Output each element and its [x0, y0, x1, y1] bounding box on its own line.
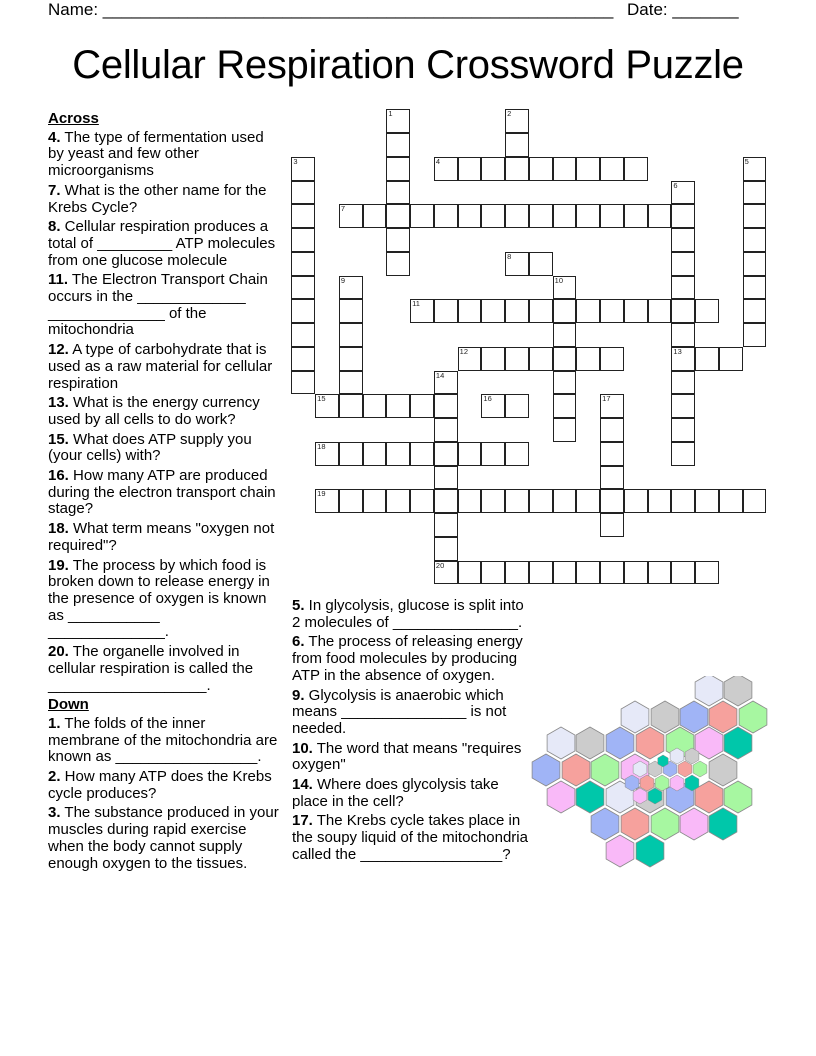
clue-item — [48, 272, 280, 339]
crossword-cell[interactable] — [363, 489, 387, 513]
crossword-cell[interactable] — [458, 489, 482, 513]
crossword-cell[interactable] — [576, 299, 600, 323]
clue-text: How many ATP does the Krebs cycle produces? — [48, 768, 272, 802]
crossword-cell[interactable] — [363, 442, 387, 466]
clue-number: 20. — [48, 643, 69, 661]
crossword-cell[interactable] — [339, 347, 363, 371]
crossword-cell[interactable] — [695, 347, 719, 371]
clue-item — [48, 558, 280, 642]
crossword-cell[interactable] — [600, 489, 624, 513]
crossword-cell[interactable] — [458, 204, 482, 228]
crossword-cell[interactable] — [386, 228, 410, 252]
hexagon-tile — [621, 701, 649, 733]
clue-text: What is the other name for the Krebs Cycle? — [48, 181, 267, 216]
crossword-cell[interactable] — [529, 252, 553, 276]
date-field-label: Date: _______ — [627, 0, 739, 19]
clue-item — [48, 644, 280, 694]
crossword-cell[interactable] — [600, 299, 624, 323]
clue-number: 2. — [48, 768, 61, 786]
crossword-cell[interactable] — [743, 157, 767, 181]
crossword-cell[interactable] — [671, 489, 695, 513]
crossword-cell[interactable] — [386, 181, 410, 205]
hexagon-tile — [591, 754, 619, 786]
crossword-cell[interactable] — [505, 489, 529, 513]
crossword-cell[interactable] — [458, 157, 482, 181]
crossword-cell[interactable] — [529, 561, 553, 585]
crossword-cell[interactable] — [743, 252, 767, 276]
crossword-cell[interactable] — [671, 204, 695, 228]
crossword-cell[interactable] — [743, 181, 767, 205]
clue-item — [48, 342, 280, 392]
clue-number: 14. — [292, 776, 313, 794]
crossword-cell[interactable] — [743, 299, 767, 323]
crossword-cell[interactable] — [505, 252, 529, 276]
crossword-cell[interactable] — [529, 347, 553, 371]
crossword-cell[interactable] — [315, 394, 339, 418]
down-clue-list — [48, 716, 280, 872]
crossword-cell[interactable] — [576, 489, 600, 513]
crossword-cell[interactable] — [339, 323, 363, 347]
crossword-cell[interactable] — [363, 204, 387, 228]
cell-number: 18 — [317, 441, 326, 451]
crossword-cell[interactable] — [600, 466, 624, 490]
crossword-cell[interactable] — [458, 442, 482, 466]
clues-column-right — [292, 598, 530, 867]
crossword-cell[interactable] — [648, 561, 672, 585]
crossword-cell[interactable] — [529, 157, 553, 181]
crossword-cell[interactable] — [529, 204, 553, 228]
across-heading: Across — [48, 110, 99, 127]
crossword-cell[interactable] — [553, 394, 577, 418]
crossword-cell[interactable] — [291, 276, 315, 300]
crossword-cell[interactable] — [505, 109, 529, 133]
cell-number: 10 — [554, 275, 563, 285]
cell-number: 13 — [673, 346, 682, 356]
clue-item — [48, 521, 280, 554]
crossword-cell[interactable] — [291, 252, 315, 276]
crossword-cell[interactable] — [410, 394, 434, 418]
clue-item — [48, 183, 280, 216]
cell-number: 11 — [412, 299, 420, 309]
crossword-cell[interactable] — [671, 323, 695, 347]
clue-number: 12. — [48, 341, 69, 359]
clue-text: Cellular respiration produces a total of _________ ATP molecules from one glucose molecule — [48, 218, 276, 269]
clue-item — [292, 813, 530, 863]
clue-number: 19. — [48, 556, 69, 574]
cell-number: 6 — [673, 180, 678, 190]
cell-number: 3 — [293, 156, 298, 166]
crossword-cell[interactable] — [434, 513, 458, 537]
crossword-cell[interactable] — [386, 489, 410, 513]
clue-text: A type of carbohydrate that is used as a raw material for cellular respiration — [48, 341, 273, 392]
crossword-cell[interactable] — [339, 276, 363, 300]
crossword-cell[interactable] — [386, 109, 410, 133]
crossword-cell[interactable] — [600, 442, 624, 466]
cell-number: 7 — [340, 204, 346, 214]
hexagon-mosaic-decoration — [528, 676, 778, 876]
hexagon-tile — [709, 701, 737, 733]
crossword-cell[interactable] — [743, 228, 767, 252]
crossword-cell[interactable] — [671, 181, 695, 205]
clue-item — [48, 468, 280, 518]
hexagon-tile — [636, 835, 664, 867]
crossword-cell[interactable] — [553, 299, 577, 323]
crossword-cell[interactable] — [648, 204, 672, 228]
crossword-cell[interactable] — [553, 157, 577, 181]
clue-text: What term means "oxygen not required"? — [48, 520, 275, 554]
crossword-cell[interactable] — [291, 371, 315, 395]
crossword-cell[interactable] — [505, 442, 529, 466]
crossword-cell[interactable] — [648, 489, 672, 513]
clue-number: 16. — [48, 467, 69, 485]
clue-item — [48, 130, 280, 180]
clue-number: 17. — [292, 812, 313, 830]
crossword-cell[interactable] — [291, 323, 315, 347]
clue-text: What does ATP supply you (your cells) with? — [48, 430, 252, 465]
clue-text: The folds of the inner membrane of the mitochondria are known as _________________. — [48, 714, 278, 766]
clue-text: How many ATP are produced during the electron transport chain stage? — [48, 467, 276, 518]
clue-item — [48, 219, 280, 269]
crossword-cell[interactable] — [624, 299, 648, 323]
cell-number: 2 — [507, 109, 512, 119]
crossword-cell[interactable] — [743, 204, 767, 228]
hexagon-tile — [576, 781, 604, 813]
cell-number: 12 — [459, 346, 468, 356]
crossword-cell[interactable] — [481, 204, 505, 228]
crossword-cell[interactable] — [505, 133, 529, 157]
crossword-cell[interactable] — [600, 561, 624, 585]
crossword-cell[interactable] — [671, 442, 695, 466]
crossword-cell[interactable] — [529, 489, 553, 513]
clue-text: The Electron Transport Chain occurs in the _____________ ______________ of the mitochondria — [48, 271, 268, 339]
crossword-cell[interactable] — [671, 276, 695, 300]
crossword-cell[interactable] — [505, 394, 529, 418]
crossword-cell[interactable] — [576, 204, 600, 228]
crossword-cell[interactable] — [648, 299, 672, 323]
crossword-cell[interactable] — [481, 442, 505, 466]
clue-number: 7. — [48, 181, 61, 199]
crossword-cell[interactable] — [434, 442, 458, 466]
crossword-cell[interactable] — [576, 157, 600, 181]
clue-item — [292, 598, 530, 631]
clue-text: The Krebs cycle takes place in the soupy liquid of the mitochondria called the _________________? — [292, 812, 528, 863]
cell-number: 15 — [317, 394, 326, 404]
clue-item — [48, 769, 280, 802]
crossword-cell[interactable] — [315, 442, 339, 466]
hexagon-tile — [680, 701, 708, 733]
crossword-cell[interactable] — [410, 442, 434, 466]
hexagon-tile — [651, 808, 679, 840]
crossword-cell[interactable] — [339, 394, 363, 418]
hexagon-tile — [693, 761, 707, 777]
crossword-cell[interactable] — [624, 157, 648, 181]
hexagon-tile — [709, 808, 737, 840]
clue-item — [48, 432, 280, 465]
hexagon-tile — [562, 754, 590, 786]
crossword-cell[interactable] — [600, 418, 624, 442]
crossword-cell[interactable] — [671, 299, 695, 323]
cell-number: 4 — [435, 156, 441, 166]
crossword-cell[interactable] — [576, 561, 600, 585]
crossword-cell[interactable] — [386, 252, 410, 276]
clue-number: 9. — [292, 686, 305, 704]
crossword-cell[interactable] — [291, 157, 315, 181]
crossword-grid — [292, 110, 768, 585]
crossword-cell[interactable] — [481, 561, 505, 585]
cell-number: 8 — [507, 251, 512, 261]
cell-number: 20 — [435, 560, 445, 570]
cell-number: 9 — [340, 275, 346, 285]
crossword-cell[interactable] — [434, 371, 458, 395]
clue-text: The organelle involved in cellular respiration is called the ___________________. — [48, 643, 254, 694]
crossword-cell[interactable] — [743, 276, 767, 300]
crossword-cell[interactable] — [410, 299, 434, 323]
clue-text: Where does glycolysis take place in the cell? — [292, 776, 499, 810]
crossword-cell[interactable] — [600, 347, 624, 371]
crossword-cell[interactable] — [434, 489, 458, 513]
clue-number: 3. — [48, 804, 61, 822]
clues-column-left — [48, 111, 280, 875]
crossword-cell[interactable] — [553, 418, 577, 442]
clue-item — [292, 741, 530, 774]
hexagon-tile — [695, 676, 723, 706]
crossword-cell[interactable] — [553, 276, 577, 300]
crossword-cell[interactable] — [291, 299, 315, 323]
cell-number: 14 — [435, 370, 445, 380]
hexagon-tile — [739, 701, 767, 733]
down-clue-list-continued — [292, 598, 530, 864]
crossword-cell[interactable] — [671, 252, 695, 276]
crossword-cell[interactable] — [386, 442, 410, 466]
hexagon-tile — [709, 754, 737, 786]
crossword-cell[interactable] — [553, 371, 577, 395]
crossword-cell[interactable] — [291, 204, 315, 228]
cell-number: 17 — [602, 394, 611, 404]
hexagon-tile — [621, 808, 649, 840]
hexagon-tile — [724, 781, 752, 813]
crossword-cell[interactable] — [291, 181, 315, 205]
cell-number: 5 — [744, 156, 749, 166]
name-field-label: Name: ______________________________________________________ — [48, 0, 614, 19]
crossword-cell[interactable] — [363, 394, 387, 418]
clue-text: The type of fermentation used by yeast and few other microorganisms — [48, 128, 264, 180]
crossword-cell[interactable] — [339, 299, 363, 323]
crossword-cell[interactable] — [505, 561, 529, 585]
crossword-cell[interactable] — [505, 347, 529, 371]
crossword-cell[interactable] — [315, 489, 339, 513]
crossword-cell[interactable] — [434, 394, 458, 418]
crossword-cell[interactable] — [434, 466, 458, 490]
crossword-cell[interactable] — [624, 489, 648, 513]
crossword-cell[interactable] — [529, 299, 553, 323]
crossword-cell[interactable] — [339, 442, 363, 466]
clue-text: The word that means "requires oxygen" — [292, 739, 522, 774]
crossword-cell[interactable] — [600, 394, 624, 418]
crossword-cell[interactable] — [434, 561, 458, 585]
clue-number: 10. — [292, 739, 313, 757]
crossword-cell[interactable] — [434, 299, 458, 323]
crossword-cell[interactable] — [505, 204, 529, 228]
crossword-cell[interactable] — [339, 371, 363, 395]
clue-number: 6. — [292, 633, 305, 651]
cell-number: 1 — [388, 109, 393, 119]
crossword-cell[interactable] — [671, 347, 695, 371]
hexagon-tile — [576, 727, 604, 759]
cell-number: 19 — [317, 489, 326, 499]
hexagon-tile — [591, 808, 619, 840]
crossword-cell[interactable] — [291, 347, 315, 371]
clue-text: The process by which food is broken down to release energy in the presence of oxygen is known as ___________ ______________. — [48, 556, 270, 641]
crossword-cell[interactable] — [505, 157, 529, 181]
crossword-cell[interactable] — [386, 157, 410, 181]
crossword-cell[interactable] — [434, 418, 458, 442]
clue-item — [292, 688, 530, 738]
crossword-cell[interactable] — [481, 347, 505, 371]
crossword-cell[interactable] — [481, 157, 505, 181]
crossword-cell[interactable] — [505, 299, 529, 323]
hexagon-tile — [695, 727, 723, 759]
clue-number: 5. — [292, 597, 305, 614]
crossword-cell[interactable] — [553, 347, 577, 371]
crossword-cell[interactable] — [719, 347, 743, 371]
crossword-cell[interactable] — [600, 157, 624, 181]
crossword-cell[interactable] — [553, 204, 577, 228]
crossword-cell[interactable] — [553, 489, 577, 513]
crossword-cell[interactable] — [743, 323, 767, 347]
clue-number: 8. — [48, 218, 61, 236]
cell-number: 16 — [483, 394, 492, 404]
crossword-cell[interactable] — [481, 299, 505, 323]
crossword-cell[interactable] — [339, 489, 363, 513]
crossword-cell[interactable] — [671, 561, 695, 585]
clue-item — [48, 805, 280, 872]
crossword-cell[interactable] — [553, 323, 577, 347]
crossword-cell[interactable] — [719, 489, 743, 513]
crossword-cell[interactable] — [671, 418, 695, 442]
hexagon-tile — [532, 754, 560, 786]
crossword-cell[interactable] — [386, 133, 410, 157]
crossword-cell[interactable] — [671, 394, 695, 418]
crossword-cell[interactable] — [671, 371, 695, 395]
hexagon-tile — [636, 727, 664, 759]
crossword-cell[interactable] — [695, 561, 719, 585]
crossword-cell[interactable] — [291, 228, 315, 252]
crossword-cell[interactable] — [600, 204, 624, 228]
crossword-cell[interactable] — [481, 489, 505, 513]
clue-text: What is the energy currency used by all cells to do work? — [48, 394, 260, 428]
clue-item — [292, 777, 530, 810]
clue-text: In glycolysis, glucose is split into 2 molecules of _______________. — [292, 597, 524, 631]
clue-text: The substance produced in your muscles during rapid exercise when the body cannot supply enough oxygen to the tissues. — [48, 804, 279, 872]
hexagon-tile — [606, 835, 634, 867]
crossword-cell[interactable] — [624, 561, 648, 585]
crossword-cell[interactable] — [624, 204, 648, 228]
clue-item — [48, 716, 280, 766]
crossword-cell[interactable] — [434, 537, 458, 561]
crossword-cell[interactable] — [339, 204, 363, 228]
clue-item — [48, 395, 280, 428]
hexagon-tile — [678, 761, 692, 777]
clue-text: Glycolysis is anaerobic which means _______________ is not needed. — [292, 686, 507, 737]
crossword-cell[interactable] — [386, 204, 410, 228]
crossword-cell[interactable] — [481, 394, 505, 418]
crossword-cell[interactable] — [434, 204, 458, 228]
crossword-cell[interactable] — [743, 489, 767, 513]
crossword-cell[interactable] — [695, 489, 719, 513]
clue-text: The process of releasing energy from food molecules by producing ATP in the absence of oxygen. — [292, 633, 523, 684]
across-clue-list — [48, 130, 280, 695]
hexagon-tile — [724, 676, 752, 706]
crossword-cell[interactable] — [410, 204, 434, 228]
crossword-cell[interactable] — [458, 561, 482, 585]
page-title: Cellular Respiration Crossword Puzzle — [72, 43, 744, 87]
clue-item — [292, 634, 530, 684]
hexagon-tile — [695, 781, 723, 813]
crossword-cell[interactable] — [576, 347, 600, 371]
crossword-cell[interactable] — [671, 228, 695, 252]
down-heading: Down — [48, 696, 89, 714]
hexagon-tile — [547, 781, 575, 813]
crossword-cell[interactable] — [410, 489, 434, 513]
clue-number: 15. — [48, 430, 69, 448]
crossword-cell[interactable] — [600, 513, 624, 537]
crossword-cell[interactable] — [553, 561, 577, 585]
crossword-cell[interactable] — [458, 299, 482, 323]
clue-number: 1. — [48, 714, 61, 732]
hexagon-tile — [606, 727, 634, 759]
clue-number: 11. — [48, 271, 69, 289]
hexagon-tile — [680, 808, 708, 840]
crossword-cell[interactable] — [458, 347, 482, 371]
crossword-cell[interactable] — [695, 299, 719, 323]
crossword-cell[interactable] — [386, 394, 410, 418]
hexagon-tile — [651, 701, 679, 733]
clue-number: 18. — [48, 520, 69, 538]
hexagon-tile — [724, 727, 752, 759]
crossword-cell[interactable] — [434, 157, 458, 181]
clue-number: 13. — [48, 394, 69, 412]
clue-number: 4. — [48, 128, 61, 146]
hexagon-tile — [547, 727, 575, 759]
